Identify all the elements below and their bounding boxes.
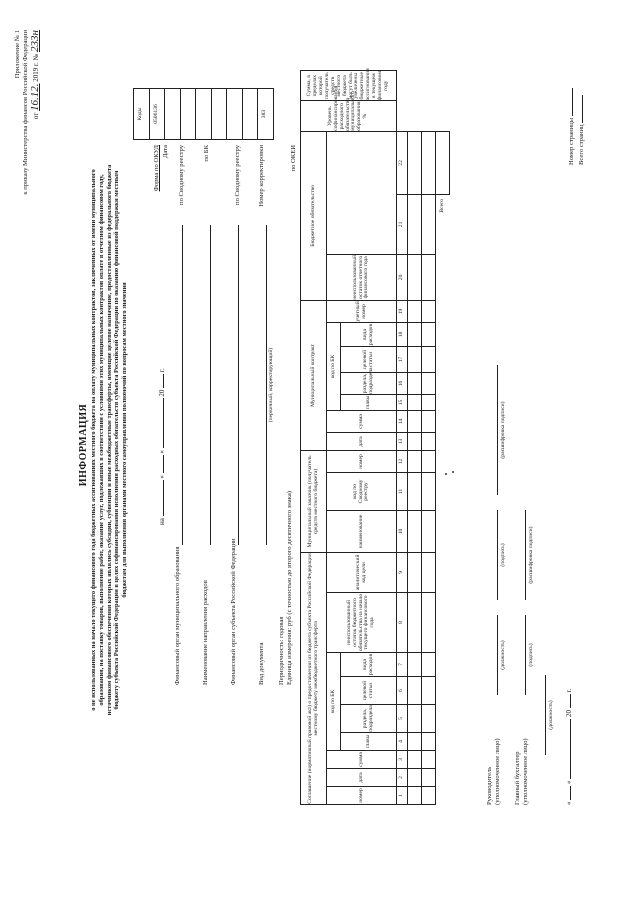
th-chapter-1: главы <box>341 733 397 751</box>
hint-decoding-1: (расшифровка подписи) <box>500 401 506 459</box>
okei-label: по ОКЕИ <box>290 145 297 172</box>
subject-financial-body-label: Финансовый орган субъекта Российской Федерации <box>230 538 237 685</box>
order-date-line: от 16.12. 2019 г. № 233н <box>29 30 42 120</box>
th-sum-limit: Сумма, в пределах которой получатель средств местного бюджета могут быть увеличены бюджетные ассигнования в текущем финансовом году <box>301 71 397 101</box>
okei-code: 383 <box>258 89 274 140</box>
bk-label: по БК <box>203 145 210 162</box>
total-label: Всего <box>438 198 445 213</box>
table-row <box>422 71 436 805</box>
code-date <box>165 89 181 140</box>
date-label: Дата <box>162 145 169 159</box>
code-blank <box>242 89 258 140</box>
th-target-2: целевой статьи <box>341 346 397 372</box>
th-cofinancing: Уровень софинансирования расходного обязательства муниципального образования, % <box>301 101 397 131</box>
document-kind-label: Вид документа <box>258 642 265 685</box>
unit-label: Единица измерения: руб (с точностью до второго десятичного знака) <box>286 491 293 685</box>
chief-accountant-label: Главный бухгалтер (уполномоченное лицо) <box>514 738 529 805</box>
th-bk-code-2: код по БК <box>327 322 341 410</box>
total-pages: Всего страниц <box>578 45 586 165</box>
handwritten-order-number: 233н <box>29 30 42 52</box>
th-analytic-code: аналитический код цели <box>327 552 397 592</box>
th-unused-balance: неиспользованный остаток бюджетного обязательства на начало текущего финансового года <box>327 593 397 653</box>
hint-position-1: (должность) <box>500 640 506 670</box>
th-account-number: учетный номер <box>327 300 397 322</box>
hint-signature-2: (подпись) <box>528 643 534 667</box>
th-expense-type-2: вида расходов <box>341 322 397 346</box>
report-date-line: на « « 20 г. <box>158 368 166 525</box>
okud-label: Форма по ОКУД <box>153 145 160 192</box>
th-customer: Муниципальный заказчик (получатель средств местного бюджета) <box>301 450 327 552</box>
th-amount-1: сумма <box>327 751 397 769</box>
total-row <box>436 71 450 805</box>
th-number-2: номер <box>327 450 397 472</box>
hint-decoding-2: (расшифровка подписи) <box>528 526 534 584</box>
th-budget-obligation: Бюджетное обязательство <box>301 131 327 300</box>
column-numbers-row: 1 2 3 4 5 6 7 8 9 10 11 12 13 14 15 16 17 18 19 20 21 22 <box>397 71 408 805</box>
expense-direction-label: Наименование направления расходов <box>202 580 209 685</box>
th-agreement: Соглашение (нормативный правовой акт) о предоставлении из бюджета субъекта Российской Федерации местному бюджету межбюджетного трансферта <box>301 552 327 804</box>
head-label: Руководитель (уполномоченное лицо) <box>486 738 501 805</box>
th-section-1: раздела, подраздела <box>341 705 397 733</box>
th-date-2: дата <box>327 432 397 450</box>
th-unused-balance-ob: неиспользованный остаток отчетного финансового года <box>327 254 397 300</box>
financial-body-label: Финансовый орган муниципального образования <box>174 546 181 685</box>
th-chapter-2: главы <box>341 394 397 410</box>
page-number: Номер страницы <box>568 45 576 165</box>
signature-date-line: « « 20 г. <box>565 688 573 805</box>
handwritten-date: 16.12. <box>29 83 42 111</box>
main-table <box>300 70 450 805</box>
appendix-number: Приложение № 1 <box>14 30 21 79</box>
th-section-2: раздела, подраздела <box>341 372 397 394</box>
summary-registry-label-1: по Сводному реестру <box>178 145 185 205</box>
code-registry-1 <box>180 89 196 140</box>
th-target-1: целевой статьи <box>341 677 397 705</box>
th-expense-type-1: вида расходов <box>341 653 397 677</box>
th-registry-code: код по Сводному реестру <box>327 472 397 510</box>
th-amount-2: сумма <box>327 410 397 432</box>
summary-registry-label-2: по Сводному реестру <box>234 145 241 205</box>
th-contract: Муниципальный контракт <box>301 300 327 450</box>
hint-position-2: (должность) <box>548 700 554 730</box>
table-row <box>408 71 422 805</box>
document-subtitle: о не использованных на начало текущего финансового года бюджетных ассигнованиях местного бюджета на оплату муниципальных контрактов, заключенных от имени муниципального образования, на поставку товаров, выполнение работ, оказание услуг, подлежавших в соответствии с условиями этих муниципальных контрактов оплате в отчетном финансовом году, источником финансового обеспечения которых являлись субсидии, субвенции и иные межбюджетные трансферты, имеющие целевое назначение, предоставленные из федерального бюджета бюджету субъекта Российской Федерации в целях софинансирования исполнения расходных обязательств субъекта Российской Федерации по оказанию финансовой поддержки местным бюджетам для выполнения органами местного самоуправления полномочий по вопросам местного значения <box>90 164 129 716</box>
codes-box <box>133 88 274 140</box>
hint-signature-1: (подпись) <box>500 543 506 567</box>
periodicity-label: Периодичность: годовая <box>278 616 285 685</box>
code-bk <box>196 89 212 140</box>
th-bk-code-1: код по БК <box>327 653 341 751</box>
th-date-1: дата <box>327 769 397 787</box>
correction-number-label: Номер корректировки <box>258 145 265 207</box>
order-reference: к приказу Министерства финансов Российской Федерации <box>21 30 29 195</box>
document-kind-hint: (первичный, корректирующий) <box>268 347 274 423</box>
th-name: наименование <box>327 510 397 552</box>
codes-header: Коды <box>134 89 150 140</box>
th-number-1: номер <box>327 787 397 805</box>
code-registry-2 <box>211 89 227 140</box>
code-correction <box>227 89 243 140</box>
appendix-note <box>14 30 42 270</box>
okud-code: 0506136 <box>149 89 165 140</box>
document-title: ИНФОРМАЦИЯ <box>78 403 89 487</box>
total-cell <box>436 131 450 194</box>
